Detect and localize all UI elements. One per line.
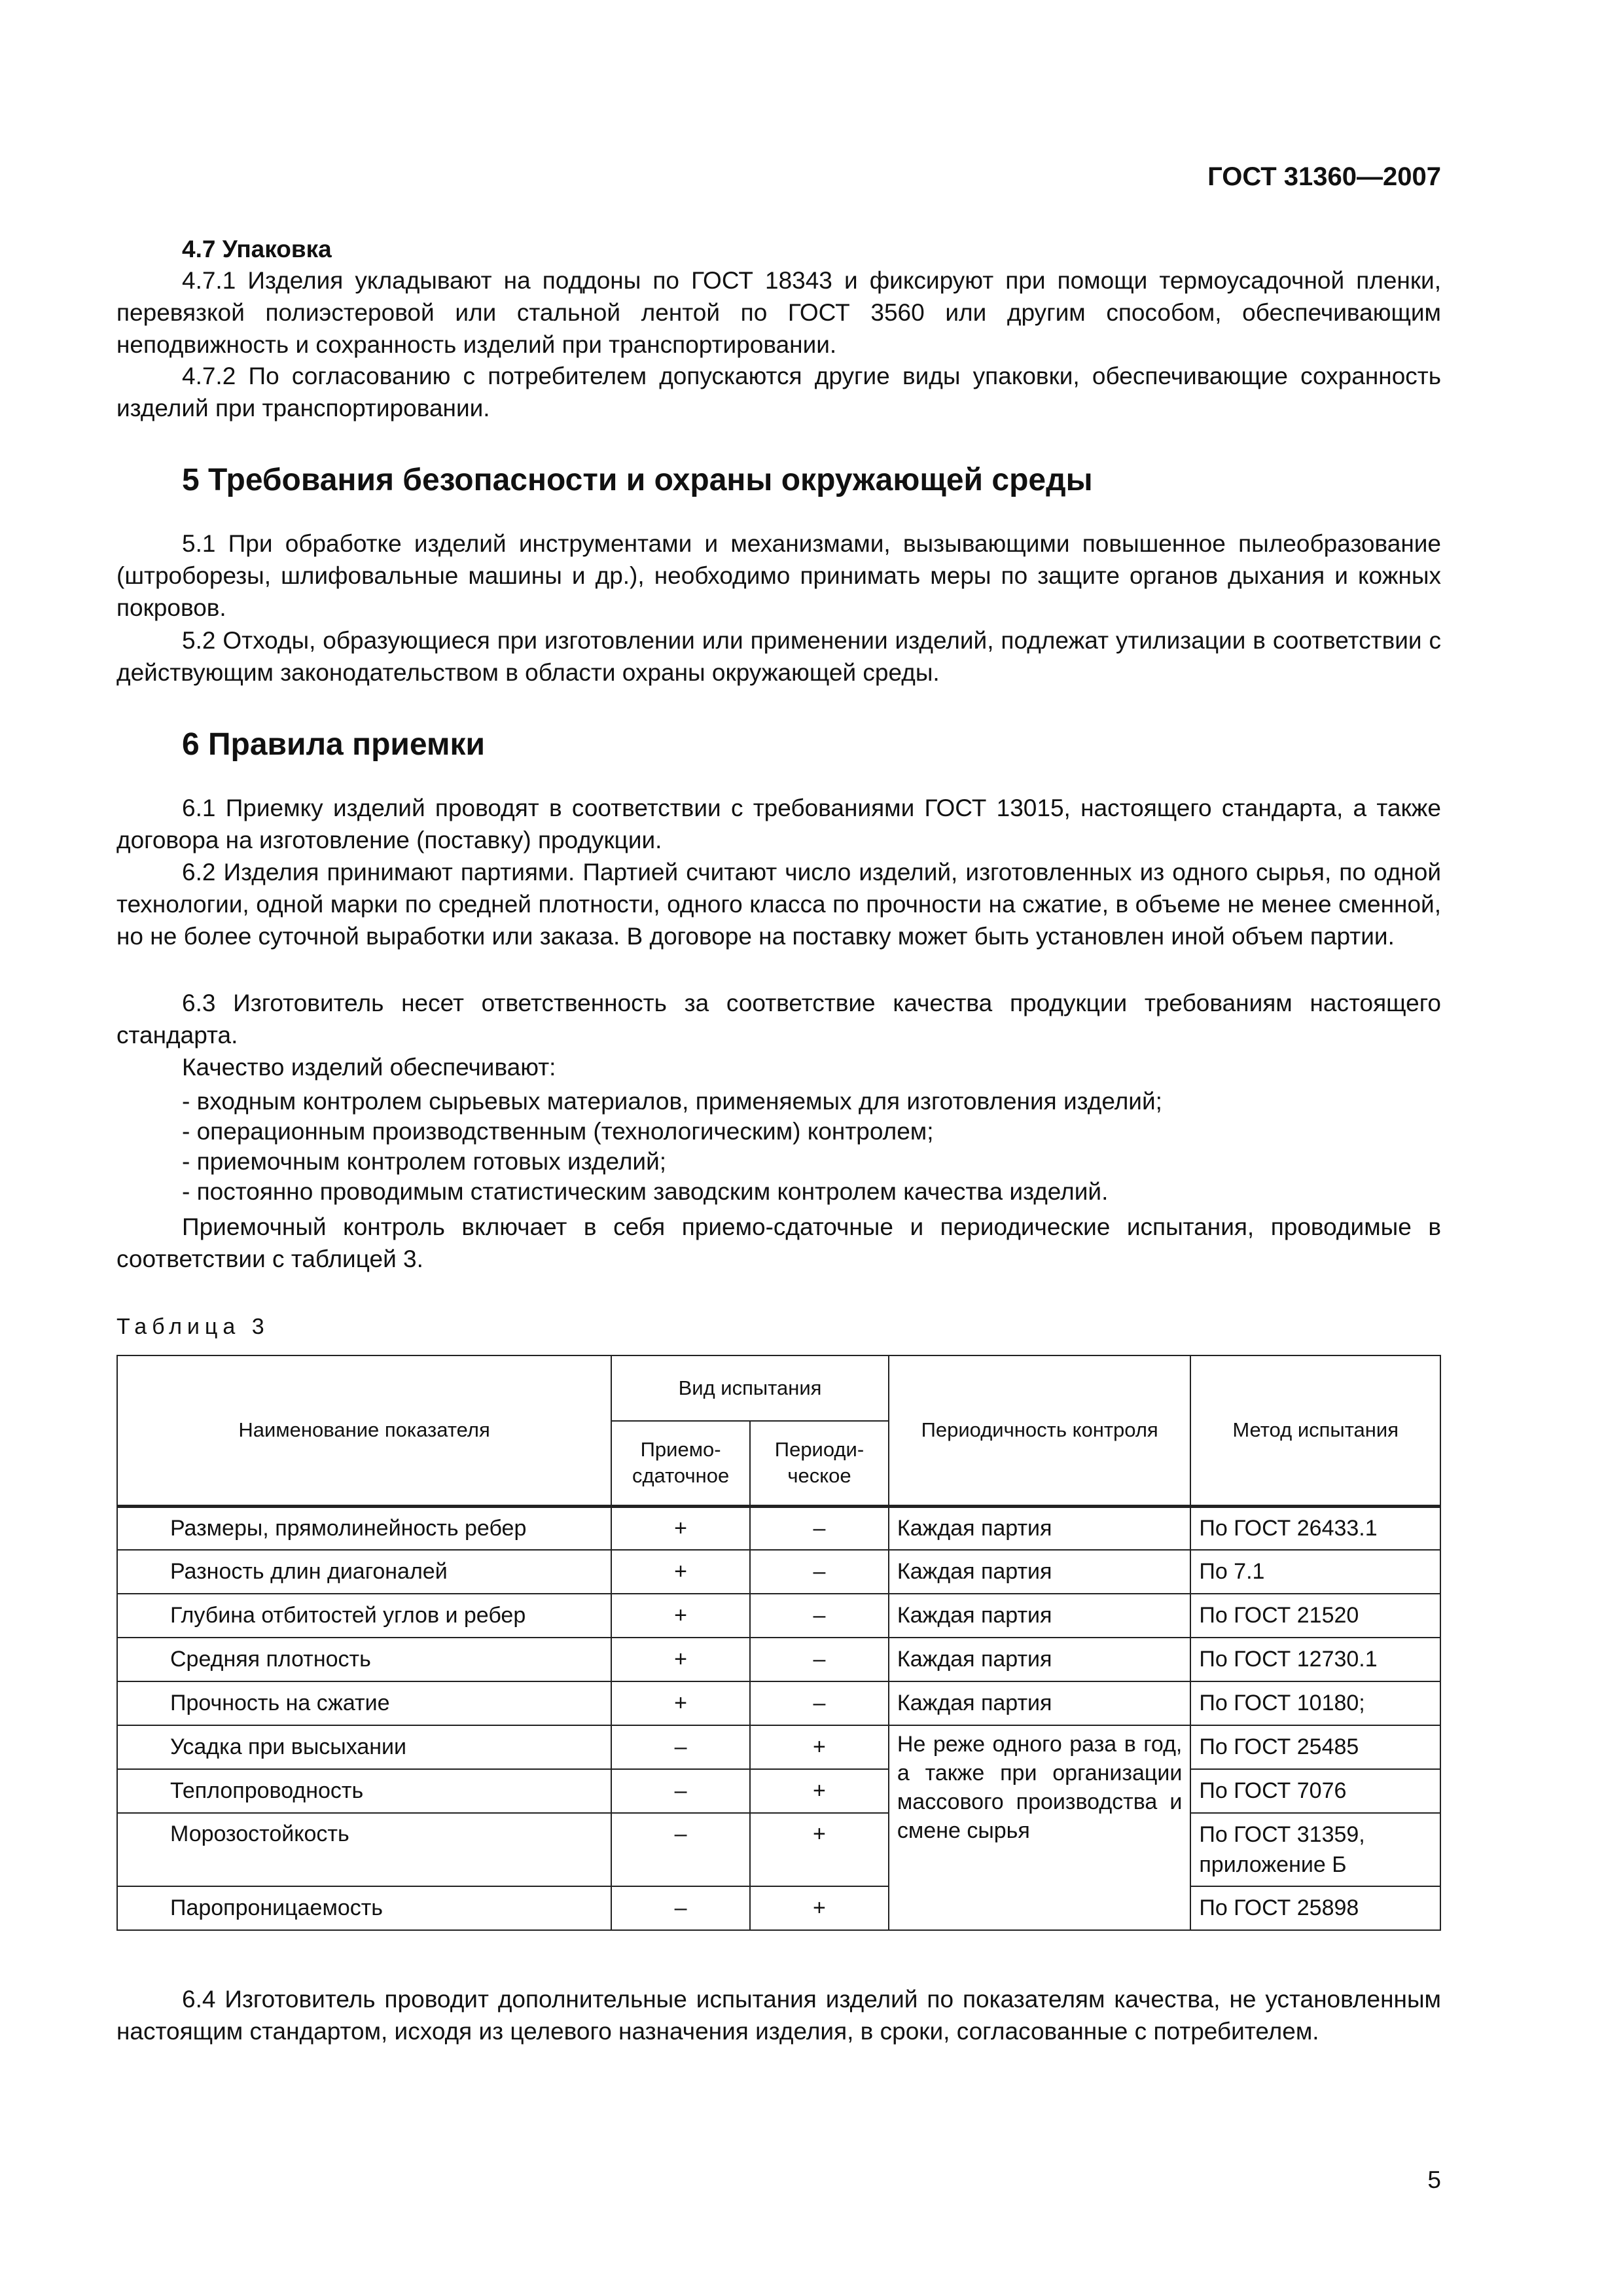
paragraph-acceptance-control: Приемочный контроль включает в себя приемо-сдаточные и периодические испытания, проводимые в соответствии с таблицей 3.: [116, 1213, 1441, 1272]
cell-method: По 7.1: [1190, 1550, 1440, 1594]
section-6-heading: 6 Правила приемки: [182, 727, 486, 762]
table-row: [117, 1725, 1440, 1769]
cell-name: Прочность на сжатие: [117, 1681, 611, 1725]
cell-method: По ГОСТ 26433.1: [1190, 1506, 1440, 1550]
cell-acceptance: +: [611, 1638, 750, 1681]
table-row: [117, 1886, 1440, 1930]
cell-acceptance: +: [611, 1681, 750, 1725]
paragraph-6-2: 6.2 Изделия принимают партиями. Партией считают число изделий, изготовленных из одного сырья, по одной технологии, одной марки по средней плотности, одного класса по прочности на сжатие, в объеме не менее сменной, но не более суточной выработки или заказа. В договоре на поставку может быть установлен иной объем партии.: [116, 859, 1441, 950]
table-3: [116, 1355, 1441, 1931]
cell-name: Глубина отбитостей углов и ребер: [117, 1594, 611, 1638]
table-row: [117, 1681, 1440, 1725]
cell-periodic: +: [750, 1725, 889, 1769]
header-indicator-name: Наименование показателя: [117, 1355, 611, 1506]
paragraph-5-2: 5.2 Отходы, образующиеся при изготовлении или применении изделий, подлежат утилизации в соответствии с действующим законодательством в области охраны окружающей среды.: [116, 627, 1441, 686]
cell-periodic: +: [750, 1769, 889, 1813]
cell-name: Морозостойкость: [117, 1813, 611, 1886]
cell-method: По ГОСТ 25898: [1190, 1886, 1440, 1930]
cell-periodic: +: [750, 1886, 889, 1930]
cell-name: Размеры, прямолинейность ребер: [117, 1506, 611, 1550]
cell-acceptance: –: [611, 1769, 750, 1813]
cell-name: Средняя плотность: [117, 1638, 611, 1681]
cell-acceptance: +: [611, 1506, 750, 1550]
paragraph-6-4: 6.4 Изготовитель проводит дополнительные испытания изделий по показателям качества, не установленным настоящим стандартом, исходя из целевого назначения изделия, в сроки, согласованные с потребителем.: [116, 1986, 1441, 2045]
cell-frequency-periodic: Не реже одного раза в год, а также при организации массового производства и смене сырья: [889, 1725, 1190, 1930]
paragraph-6-1: 6.1 Приемку изделий проводят в соответствии с требованиями ГОСТ 13015, настоящего стандарта, а также договора на изготовление (поставку) продукции.: [116, 795, 1441, 853]
header-test-type: Вид испытания: [611, 1355, 889, 1421]
cell-periodic: –: [750, 1638, 889, 1681]
cell-acceptance: –: [611, 1813, 750, 1886]
header-acceptance: Приемо- сдаточное: [611, 1421, 750, 1506]
table-caption: Таблица 3: [116, 1314, 270, 1339]
cell-frequency: Каждая партия: [889, 1594, 1190, 1638]
list-item: - входным контролем сырьевых материалов, применяемых для изготовления изделий;: [182, 1088, 1162, 1115]
cell-acceptance: –: [611, 1725, 750, 1769]
paragraph-4-7-1: 4.7.1 Изделия укладывают на поддоны по ГОСТ 18343 и фиксируют при помощи термоусадочной пленки, перевязкой полиэстеровой или стальной лентой по ГОСТ 3560 или другим способом, обеспечивающим неподвижность и сохранность изделий при транспортировании.: [116, 267, 1441, 358]
quality-list: [182, 1086, 1162, 1207]
page-number: 5: [1427, 2166, 1441, 2193]
table-row: [117, 1594, 1440, 1638]
cell-method: По ГОСТ 25485: [1190, 1725, 1440, 1769]
cell-periodic: –: [750, 1506, 889, 1550]
cell-periodic: –: [750, 1594, 889, 1638]
table-row: [117, 1813, 1440, 1886]
cell-frequency: Каждая партия: [889, 1638, 1190, 1681]
table-row: [117, 1550, 1440, 1594]
cell-name: Паропроницаемость: [117, 1886, 611, 1930]
header-periodic: Периоди- ческое: [750, 1421, 889, 1506]
cell-periodic: +: [750, 1813, 889, 1886]
header-frequency: Периодичность контроля: [889, 1355, 1190, 1506]
cell-method: По ГОСТ 12730.1: [1190, 1638, 1440, 1681]
table-row: [117, 1769, 1440, 1813]
cell-frequency: Каждая партия: [889, 1550, 1190, 1594]
list-item: - постоянно проводимым статистическим заводским контролем качества изделий.: [182, 1178, 1109, 1205]
cell-method: По ГОСТ 21520: [1190, 1594, 1440, 1638]
list-item: - приемочным контролем готовых изделий;: [182, 1148, 667, 1175]
quality-intro: Качество изделий обеспечивают:: [182, 1054, 556, 1081]
cell-frequency: Каждая партия: [889, 1506, 1190, 1550]
cell-acceptance: –: [611, 1886, 750, 1930]
paragraph-6-3: 6.3 Изготовитель несет ответственность за соответствие качества продукции требованиям настоящего стандарта.: [116, 990, 1441, 1049]
cell-name: Разность длин диагоналей: [117, 1550, 611, 1594]
cell-acceptance: +: [611, 1594, 750, 1638]
table-row: [117, 1638, 1440, 1681]
document-designation: ГОСТ 31360—2007: [1207, 162, 1441, 191]
paragraph-4-7-2: 4.7.2 По согласованию с потребителем допускаются другие виды упаковки, обеспечивающие сохранность изделий при транспортировании.: [116, 363, 1441, 422]
section-5-heading: 5 Требования безопасности и охраны окружающей среды: [182, 463, 1093, 497]
section-4-7-heading: 4.7 Упаковка: [182, 236, 332, 262]
cell-name: Теплопроводность: [117, 1769, 611, 1813]
cell-periodic: –: [750, 1550, 889, 1594]
header-method: Метод испытания: [1190, 1355, 1440, 1506]
cell-method: По ГОСТ 10180;: [1190, 1681, 1440, 1725]
cell-method: По ГОСТ 7076: [1190, 1769, 1440, 1813]
cell-name: Усадка при высыхании: [117, 1725, 611, 1769]
cell-method: По ГОСТ 31359, приложение Б: [1190, 1813, 1440, 1886]
cell-periodic: –: [750, 1681, 889, 1725]
cell-frequency: Каждая партия: [889, 1681, 1190, 1725]
paragraph-5-1: 5.1 При обработке изделий инструментами и механизмами, вызывающими повышенное пылеобразование (штроборезы, шлифовальные машины и др.), необходимо принимать меры по защите органов дыхания и кожных покровов.: [116, 530, 1441, 621]
list-item: - операционным производственным (технологическим) контролем;: [182, 1118, 934, 1145]
cell-acceptance: +: [611, 1550, 750, 1594]
table-row: [117, 1506, 1440, 1550]
